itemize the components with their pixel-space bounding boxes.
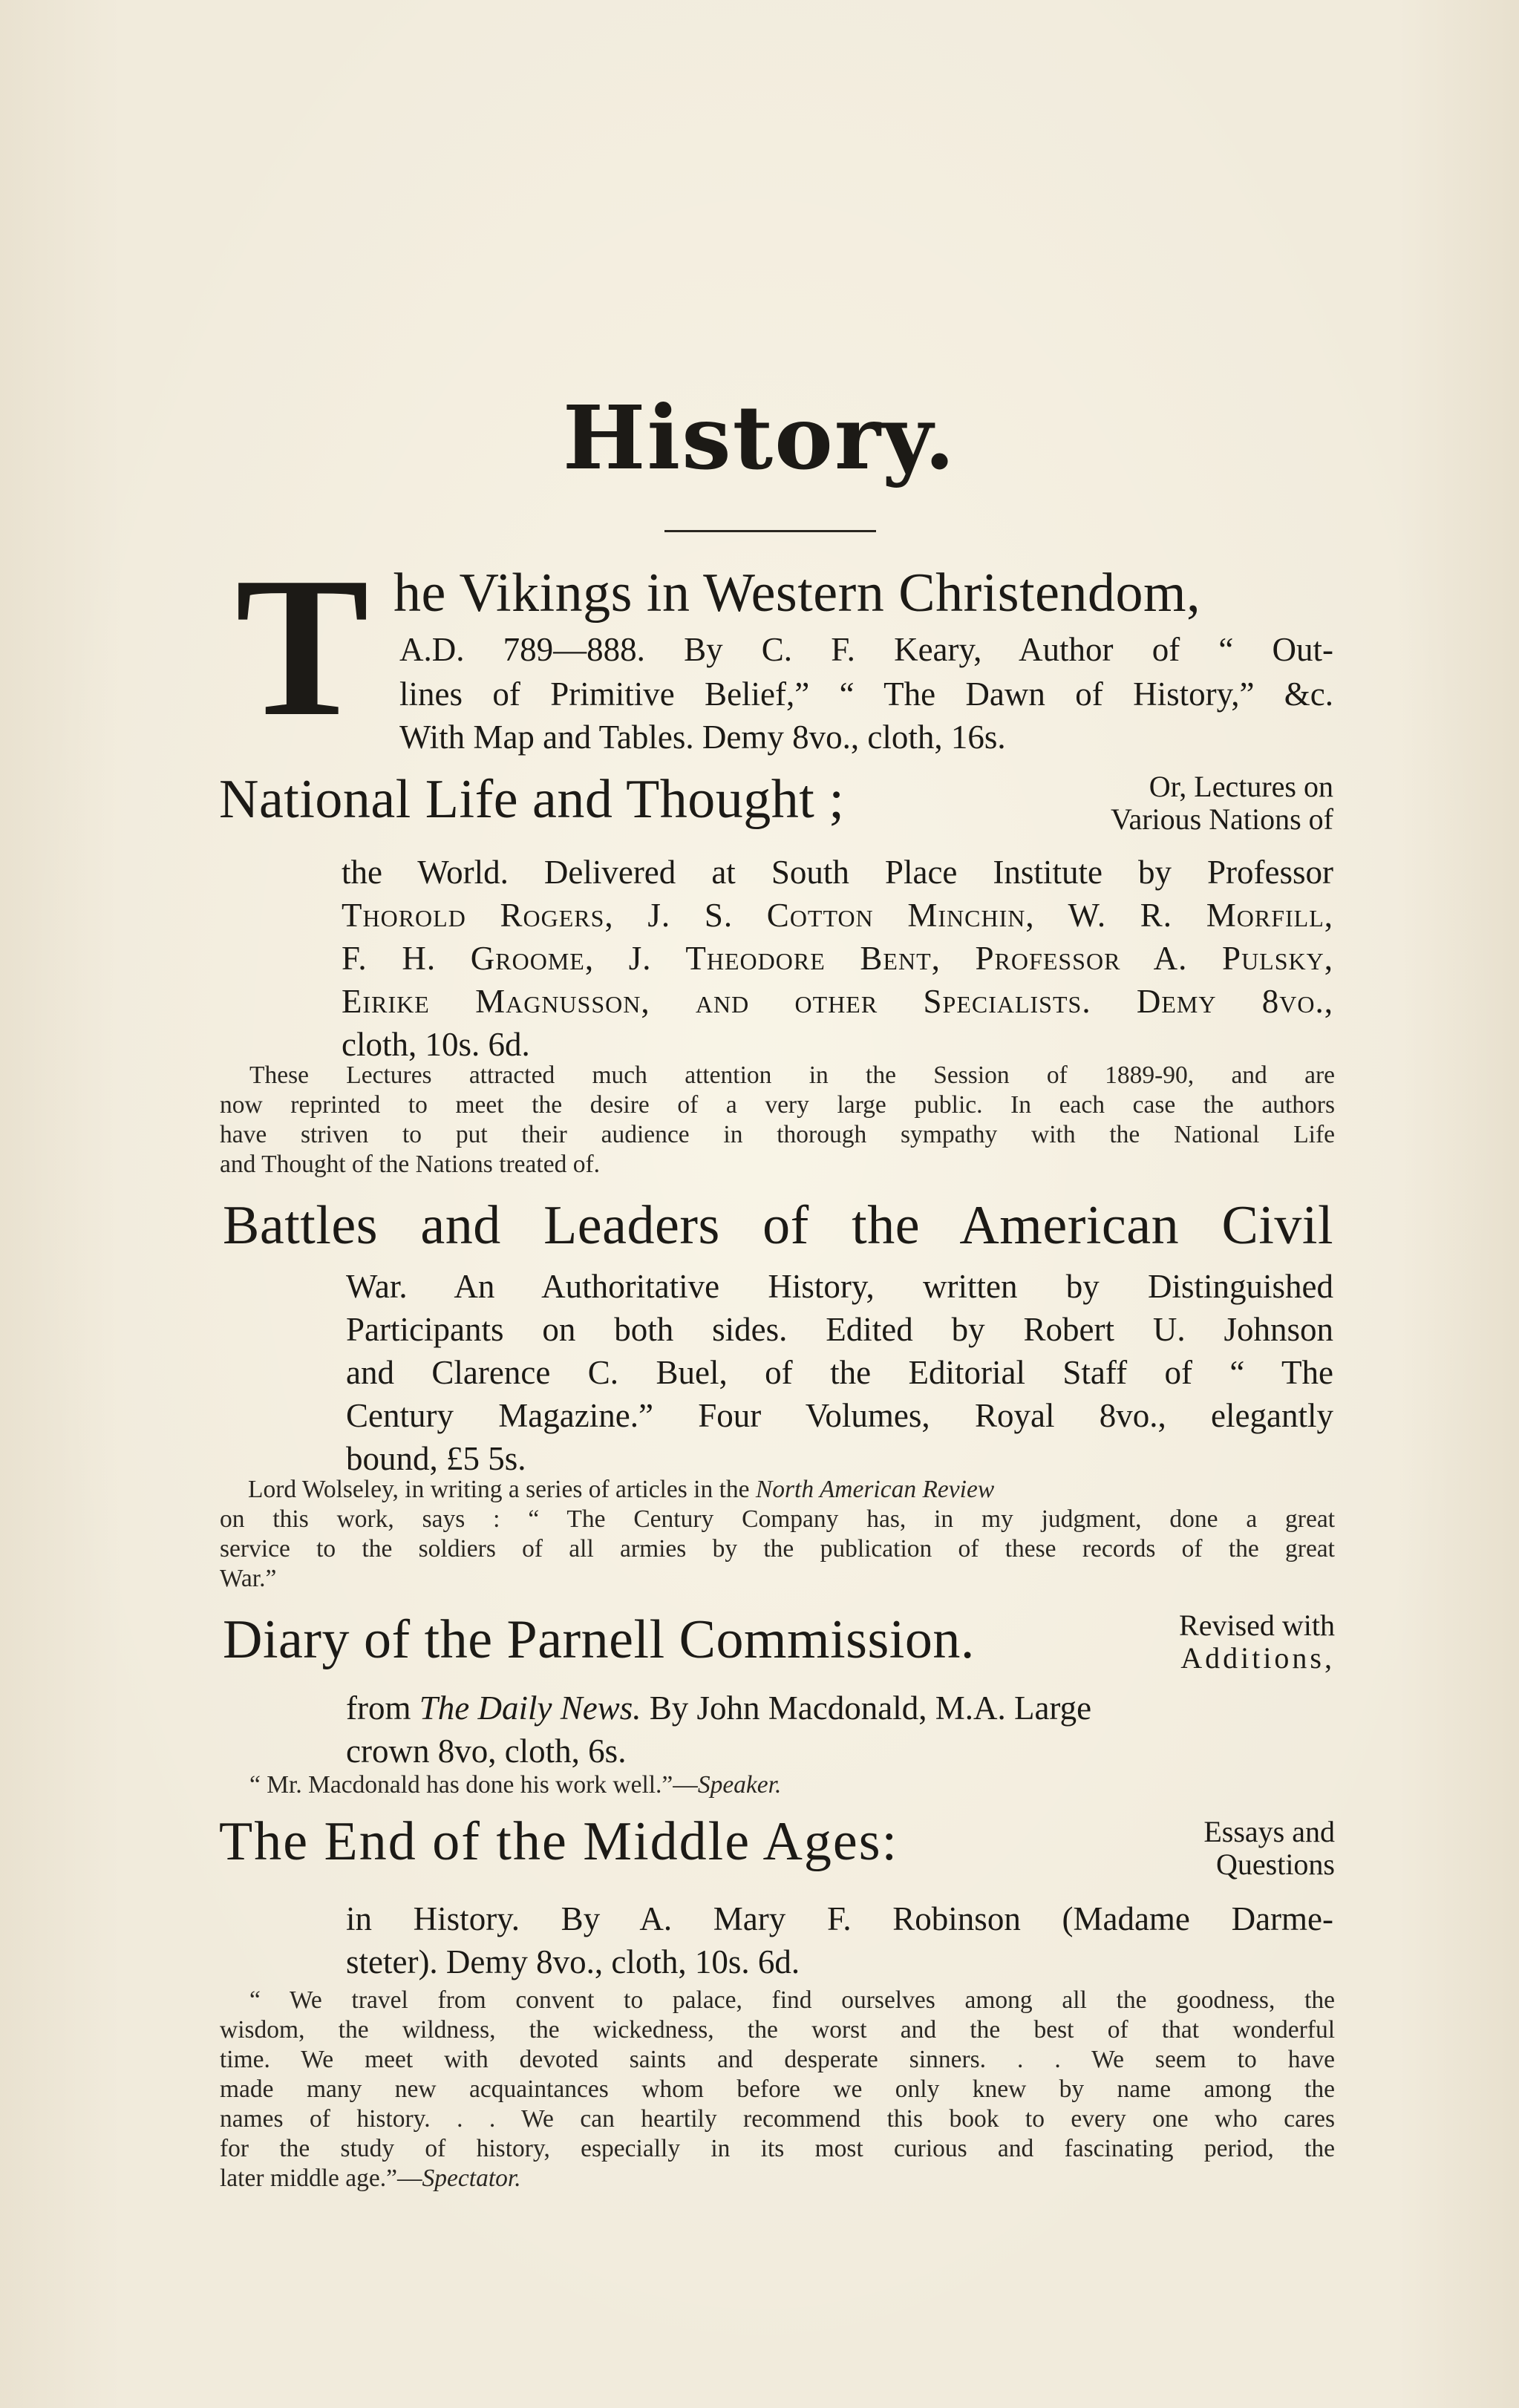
entry-subtitle-national-life-2: Various Nations of [1111,802,1333,836]
entry-note-battles-1-text: Lord Wolseley, in writing a series of articles in the [248,1476,756,1503]
entry-text-battles-4: Century Magazine.” Four Volumes, Royal 8vo., elegantly [346,1397,1333,1434]
entry-subtitle-middle-ages-1: Essays and [1203,1815,1335,1848]
entry-note-battles-1-journal: North American Review [755,1476,995,1503]
section-heading: History. [562,386,957,489]
entry-note-middle-ages-4: made many new acquaintances whom before we only knew by name among the [220,2075,1335,2103]
entry-text-vikings-1: A.D. 789—888. By C. F. Keary, Author of “ Out- [399,631,1333,668]
entry-text-parnell-2: crown 8vo, cloth, 6s. [346,1733,627,1770]
entry-note-middle-ages-6: for the study of history, especially in its most curious and fascinating period, the [220,2135,1335,2162]
entry-note-parnell-1 [249,1770,1335,1800]
entry-text-parnell-1-rest: By John Macdonald, M.A. Large [641,1689,1092,1727]
entry-title-vikings: he Vikings in Western Christendom, [393,563,1201,624]
entry-note-middle-ages-7-source: Spectator. [422,2165,521,2192]
entry-note-middle-ages-2: wisdom, the wildness, the wickedness, the worst and the best of that wonderful [220,2016,1335,2044]
entry-text-parnell-1 [346,1686,1333,1730]
entry-subtitle-national-life-1: Or, Lectures on [1149,770,1333,803]
entry-note-national-life-2: now reprinted to meet the desire of a very large public. In each case the authors [220,1091,1335,1119]
entry-note-national-life-1: These Lectures attracted much attention in the Session of 1889-90, and are [249,1061,1335,1089]
entry-note-middle-ages-3: time. We meet with devoted saints and desperate sinners. . . We seem to have [220,2046,1335,2073]
entry-subtitle-parnell-1: Revised with [1179,1609,1335,1642]
entry-note-parnell-1-source: Speaker. [697,1771,782,1799]
entry-text-battles-5: bound, £5 5s. [346,1440,526,1477]
entry-text-battles-3: and Clarence C. Buel, of the Editorial Staff of “ The [346,1354,1333,1391]
entry-text-middle-ages-1: in History. By A. Mary F. Robinson (Madame Darme- [346,1900,1333,1937]
entry-text-national-life-1: the World. Delivered at South Place Institute by Professor [342,854,1333,891]
entry-text-national-life-5: cloth, 10s. 6d. [342,1026,530,1063]
entry-text-vikings-2: lines of Primitive Belief,” “ The Dawn of History,” &c. [399,675,1333,713]
entry-note-national-life-3: have striven to put their audience in thorough sympathy with the National Life [220,1121,1335,1148]
entry-title-middle-ages: The End of the Middle Ages: [219,1811,899,1872]
entry-note-middle-ages-5: names of history. . . We can heartily recommend this book to every one who cares [220,2105,1335,2133]
entry-text-battles-1: War. An Authoritative History, written by Distinguished [346,1268,1333,1305]
entry-title-national-life: National Life and Thought ; [219,769,845,830]
entry-note-middle-ages-7 [220,2163,1335,2193]
entry-note-middle-ages-1: “ We travel from convent to palace, find ourselves among all the goodness, the [249,1986,1335,2014]
entry-note-battles-3: service to the soldiers of all armies by the publication of these records of the great [220,1535,1335,1563]
entry-text-battles-2: Participants on both sides. Edited by Robert U. Johnson [346,1311,1333,1348]
entry-note-battles-4: War.” [220,1565,277,1592]
entry-subtitle-parnell-2: Additions, [1180,1641,1335,1675]
heading-rule [664,530,876,532]
entry-text-parnell-1-from: from [346,1689,419,1727]
drop-cap: T [235,536,370,758]
entry-note-parnell-1-quote: “ Mr. Macdonald has done his work well.”— [249,1771,698,1799]
entry-subtitle-middle-ages-2: Questions [1216,1848,1335,1881]
entry-text-middle-ages-2: steter). Demy 8vo., cloth, 10s. 6d. [346,1943,800,1980]
entry-text-national-life-3: F. H. Groome, J. Theodore Bent, Professor A. Pulsky, [342,940,1333,977]
entry-title-parnell: Diary of the Parnell Commission. [223,1609,975,1670]
entry-text-national-life-2: Thorold Rogers, J. S. Cotton Minchin, W. R. Morfill, [342,897,1333,934]
entry-note-middle-ages-7-text: later middle age.”— [220,2165,422,2192]
entry-text-parnell-1-paper: The Daily News. [419,1689,641,1727]
entry-title-battles: Battles and Leaders of the American Civil [223,1195,1333,1256]
entry-note-national-life-4: and Thought of the Nations treated of. [220,1151,600,1178]
entry-text-vikings-3: With Map and Tables. Demy 8vo., cloth, 16s. [399,719,1006,756]
entry-note-battles-2: on this work, says : “ The Century Company has, in my judgment, done a great [220,1505,1335,1533]
entry-text-national-life-4: Eirike Magnusson, and other Specialists. Demy 8vo., [342,983,1333,1020]
entry-note-battles-1 [248,1474,1335,1505]
